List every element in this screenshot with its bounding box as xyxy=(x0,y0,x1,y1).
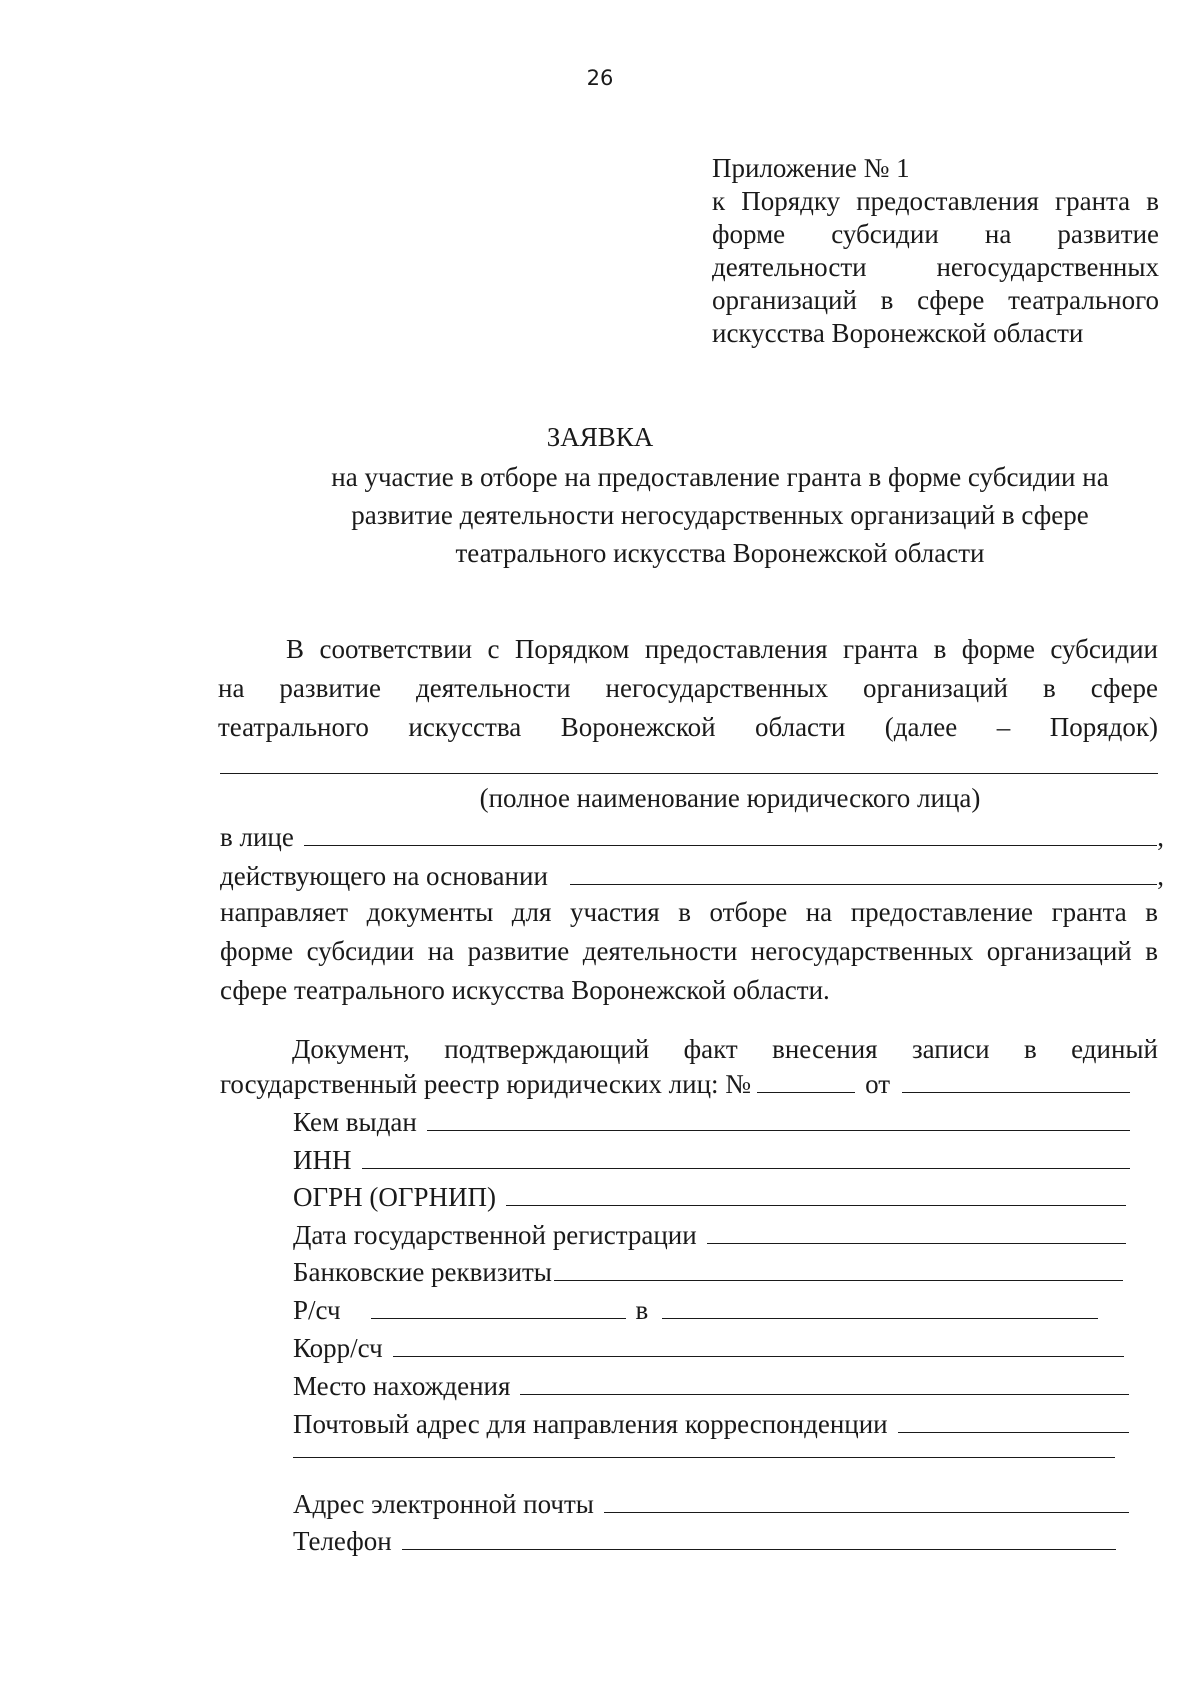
reg-date-row xyxy=(293,1220,1126,1251)
ogrn-field[interactable] xyxy=(506,1183,1126,1206)
account-label: Р/сч xyxy=(293,1295,341,1325)
sends-docs-line-1: направляет документы для участия в отборе на предоставление гранта в xyxy=(220,897,1158,927)
annex-reference xyxy=(712,152,1159,350)
annex-line-6: искусства Воронежской области xyxy=(712,318,1084,348)
egrul-label: государственный реестр юридических лиц: № xyxy=(220,1069,752,1099)
represented-by-field[interactable] xyxy=(304,823,1157,846)
comma: , xyxy=(1157,822,1164,852)
acting-basis-row xyxy=(220,861,1164,892)
intro-line-2: на развитие деятельности негосударственных организаций в сфере xyxy=(218,673,1158,703)
postal-address-field[interactable] xyxy=(898,1410,1129,1433)
phone-row xyxy=(293,1526,1116,1557)
egrul-line-1: Документ, подтверждающий факт внесения записи в единый xyxy=(292,1034,1158,1064)
issued-by-field[interactable] xyxy=(427,1108,1130,1131)
phone-field[interactable] xyxy=(402,1527,1116,1550)
annex-line-4: деятельности негосударственных xyxy=(712,252,1159,282)
subtitle-line-3: театрального искусства Воронежской области xyxy=(455,538,985,568)
annex-line-2: к Порядку предоставления гранта в xyxy=(712,186,1159,216)
account-field[interactable] xyxy=(371,1296,626,1319)
inn-field[interactable] xyxy=(362,1146,1131,1169)
sends-docs-line-3: сфере театрального искусства Воронежской области. xyxy=(220,975,830,1005)
annex-line-1: Приложение № 1 xyxy=(712,153,910,183)
represented-by-row xyxy=(220,822,1164,853)
postal-address-continuation[interactable] xyxy=(293,1457,1115,1458)
reg-date-field[interactable] xyxy=(707,1221,1126,1244)
document-title: ЗАЯВКА xyxy=(546,422,654,452)
egrul-number-row xyxy=(220,1069,1130,1100)
email-row xyxy=(293,1489,1129,1520)
annex-line-3: форме субсидии на развитие xyxy=(712,219,1159,249)
intro-line-1: В соответствии с Порядком предоставления гранта в форме субсидии xyxy=(286,634,1158,664)
location-row xyxy=(293,1371,1129,1402)
subtitle-line-2: развитие деятельности негосударственных организаций в сфере xyxy=(351,500,1089,530)
annex-line-5: организаций в сфере театрального xyxy=(712,285,1159,315)
reg-date-label: Дата государственной регистрации xyxy=(293,1220,697,1250)
ogrn-label: ОГРН (ОГРНИП) xyxy=(293,1182,496,1212)
inn-row xyxy=(293,1145,1130,1176)
intro-line-3: театрального искусства Воронежской области (далее – Порядок) xyxy=(218,712,1158,742)
bank-details-label: Банковские реквизиты xyxy=(293,1257,552,1287)
bank-details-field[interactable] xyxy=(554,1258,1123,1281)
inn-label: ИНН xyxy=(293,1145,352,1175)
egrul-date-field[interactable] xyxy=(902,1070,1130,1093)
location-field[interactable] xyxy=(520,1372,1129,1395)
postal-address-row xyxy=(293,1409,1129,1440)
page-number: 26 xyxy=(586,66,614,90)
email-label: Адрес электронной почты xyxy=(293,1489,594,1519)
comma: , xyxy=(1157,861,1164,891)
subtitle-line-1: на участие в отборе на предоставление гранта в форме субсидии на xyxy=(331,462,1109,492)
corr-account-row xyxy=(293,1333,1124,1364)
location-label: Место нахождения xyxy=(293,1371,511,1401)
postal-address-label: Почтовый адрес для направления корреспонденции xyxy=(293,1409,888,1439)
document-subtitle xyxy=(300,458,1140,572)
bank-details-row xyxy=(293,1257,1123,1288)
account-in-label: в xyxy=(635,1295,649,1325)
acting-basis-label: действующего на основании xyxy=(220,861,548,891)
account-row xyxy=(293,1295,1098,1326)
egrul-number-field[interactable] xyxy=(757,1070,855,1093)
legal-name-field[interactable] xyxy=(220,773,1158,774)
corr-account-field[interactable] xyxy=(393,1334,1124,1357)
legal-name-hint: (полное наименование юридического лица) xyxy=(479,783,981,813)
issued-by-row xyxy=(293,1107,1130,1138)
sends-docs-line-2: форме субсидии на развитие деятельности негосударственных организаций в xyxy=(220,936,1158,966)
corr-account-label: Корр/сч xyxy=(293,1333,383,1363)
issued-by-label: Кем выдан xyxy=(293,1107,417,1137)
acting-basis-field[interactable] xyxy=(570,862,1157,885)
represented-by-label: в лице xyxy=(220,822,294,852)
email-field[interactable] xyxy=(604,1490,1129,1513)
egrul-from-label: от xyxy=(865,1069,891,1099)
phone-label: Телефон xyxy=(293,1526,392,1556)
ogrn-row xyxy=(293,1182,1126,1213)
account-bank-field[interactable] xyxy=(662,1296,1098,1319)
